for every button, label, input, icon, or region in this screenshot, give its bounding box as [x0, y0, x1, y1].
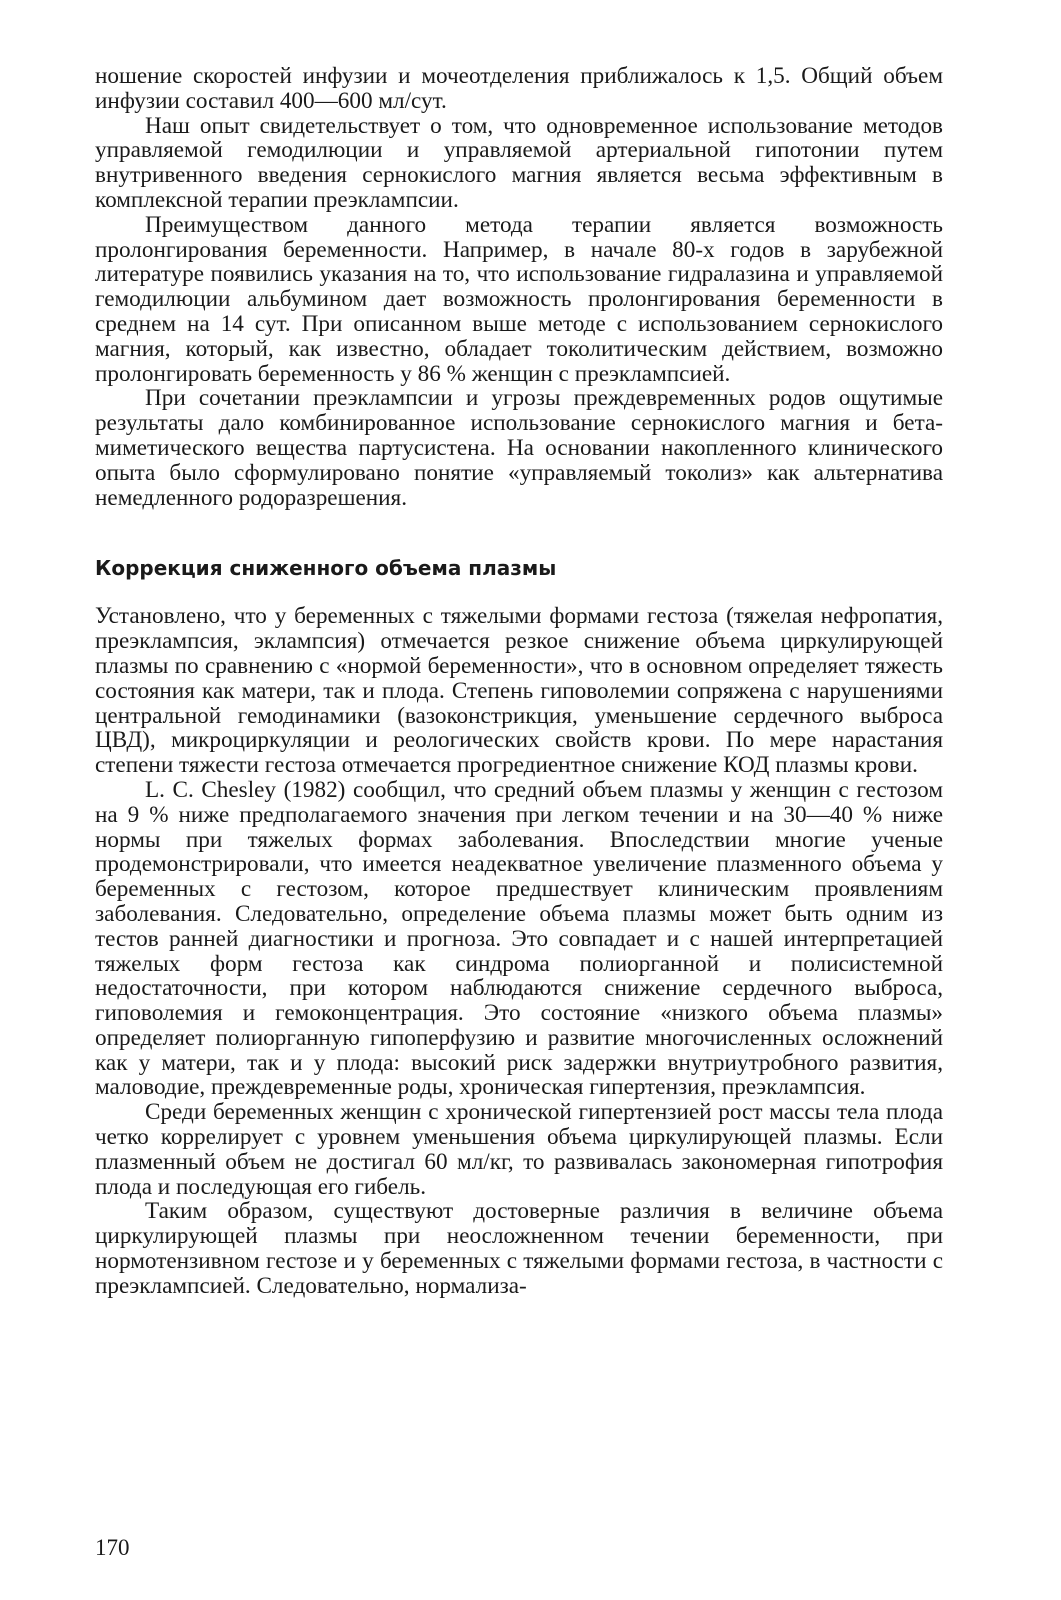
paragraph: Таким образом, существуют достоверные различия в величине объема циркулирующей плазмы при неосложненном течении беременности, при нормотензивном гестозе и у беременных с тяжелыми формами гестоза, в частности с преэклампсией. Следовательно, нормализа- — [95, 1198, 943, 1299]
intro-block — [95, 64, 943, 510]
paragraph: Наш опыт свидетельствует о том, что одновременное использование методов управляемой гемодилюции и управляемой артериальной гипотонии путем внутривенного введения сернокислого магния является весьма эффективным в комплексной терапии преэклампсии. — [95, 112, 943, 213]
paragraph: ношение скоростей инфузии и мочеотделения приближалось к 1,5. Общий объем инфузии составил 400—600 мл/сут. — [95, 63, 943, 114]
paragraph: Среди беременных женщин с хронической гипертензией рост массы тела плода четко коррелирует с уровнем уменьшения объема циркулирующей плазмы. Если плазменный объем не достигал 60 мл/кг, то развивалась закономерная гипотрофия плода и последующая его гибель. — [95, 1099, 943, 1200]
paragraph: L. C. Chesley (1982) сообщил, что средний объем плазмы у женщин с гестозом на 9 % ниже предполагаемого значения при легком течении и на 30—40 % ниже нормы при тяжелых формах заболевания. Впоследствии многие ученые продемонстрировали, что имеется неадекватное увеличение плазменного объема у беременных с гестозом, которое предшествует клиническим проявлениям заболевания. Следовательно, определение объема плазмы может быть одним из тестов ранней диагностики и прогноза. Это совпадает и с нашей интерпретацией тяжелых форм гестоза как синдрома полиорганной и полисистемной недостаточности, при котором наблюдаются снижение сердечного выброса, гиповолемия и гемоконцентрация. Это состояние «низкого объема плазмы» определяет полиорганную гипоперфузию и развитие многочисленных осложнений как у матери, так и у плода: высокий риск задержки внутриутробного развития, маловодие, преждевременные роды, хроническая гипертензия, преэклампсия. — [95, 776, 943, 1101]
section-heading: Коррекция сниженного объема плазмы — [95, 556, 557, 581]
page-number: 170 — [95, 1535, 130, 1560]
paragraph: При сочетании преэклампсии и угрозы преждевременных родов ощутимые результаты дало комбинированное использование сернокислого магния и бета-миметического вещества партусистена. На основании накопленного клинического опыта было сформулировано понятие «управляемый токолиз» как альтернатива немедленного родоразрешения. — [95, 385, 943, 511]
paragraph: Преимуществом данного метода терапии является возможность пролонгирования беременности. Например, в начале 80-х годов в зарубежной литературе появились указания на то, что использование гидралазина и управляемой гемодилюции альбумином дает возможность пролонгирования беременности в среднем на 14 сут. При описанном выше методе с использованием сернокислого магния, который, как известно, обладает токолитическим действием, возможно пролонгировать беременность у 86 % женщин с преэклампсией. — [95, 211, 943, 387]
section-spacer — [95, 510, 943, 556]
section-plasma-correction — [95, 556, 943, 1298]
paragraph: Установлено, что у беременных с тяжелыми формами гестоза (тяжелая нефропатия, преэклампсия, эклампсия) отмечается резкое снижение объема циркулирующей плазмы по сравнению с «нормой беременности», что в основном определяет тяжесть состояния как матери, так и плода. Степень гиповолемии сопряжена с нарушениями центральной гемодинамики (вазоконстрикция, уменьшение сердечного выброса ЦВД), микроциркуляции и реологических свойств крови. По мере нарастания степени тяжести гестоза отмечается прогредиентное снижение КОД плазмы крови. — [95, 603, 943, 779]
page-content — [95, 64, 943, 1299]
